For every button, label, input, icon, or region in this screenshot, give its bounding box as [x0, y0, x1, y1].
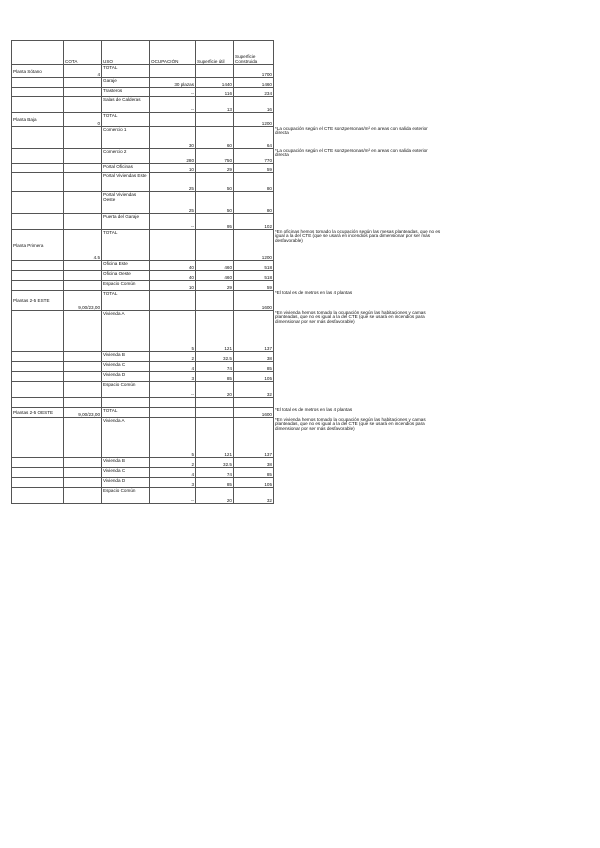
table-cell[interactable]: 5: [150, 418, 196, 458]
table-cell[interactable]: [64, 149, 102, 164]
table-cell[interactable]: [64, 281, 102, 291]
table-cell[interactable]: [64, 192, 102, 214]
table-cell[interactable]: 460: [196, 271, 234, 281]
table-cell[interactable]: 102: [234, 214, 274, 230]
table-cell[interactable]: [12, 418, 64, 458]
table-cell[interactable]: 0: [64, 113, 102, 127]
note-cell[interactable]: [274, 478, 444, 488]
table-cell[interactable]: [12, 468, 64, 478]
table-cell[interactable]: [12, 398, 64, 408]
table-cell[interactable]: [64, 352, 102, 362]
table-cell[interactable]: [12, 271, 64, 281]
table-row: [12, 468, 444, 478]
table-cell[interactable]: 121: [196, 418, 234, 458]
table-cell[interactable]: Vivienda A: [102, 418, 150, 458]
table-cell[interactable]: [64, 488, 102, 504]
table-cell[interactable]: 60: [196, 127, 234, 149]
table-row: [12, 281, 444, 291]
table-cell[interactable]: 518: [234, 271, 274, 281]
table-cell[interactable]: [64, 164, 102, 173]
table-cell[interactable]: 29: [196, 164, 234, 173]
table-cell[interactable]: Vivienda D: [102, 478, 150, 488]
table-cell[interactable]: 105: [234, 478, 274, 488]
table-cell[interactable]: [102, 398, 150, 408]
note-cell[interactable]: [274, 78, 444, 88]
table-cell[interactable]: TOTAL: [102, 65, 150, 78]
table-row: [12, 458, 444, 468]
table-cell[interactable]: 9,00/23,00: [64, 408, 102, 418]
table-cell[interactable]: TOTAL: [102, 230, 150, 261]
table-cell[interactable]: 40: [150, 261, 196, 271]
table-cell[interactable]: 32: [234, 382, 274, 398]
table-cell[interactable]: 234: [234, 88, 274, 97]
table-cell[interactable]: [64, 127, 102, 149]
table-cell[interactable]: [196, 408, 234, 418]
table-cell[interactable]: 50: [196, 173, 234, 192]
table-cell[interactable]: [196, 230, 234, 261]
table-cell[interactable]: TOTAL: [102, 291, 150, 311]
table-cell[interactable]: Trasteros: [102, 88, 150, 97]
table-cell[interactable]: 1460: [234, 78, 274, 88]
table-cell[interactable]: 38: [234, 352, 274, 362]
note-cell[interactable]: *El total es de metros en las 4 plantas: [275, 406, 353, 412]
note-cell[interactable]: [274, 214, 444, 230]
note-cell[interactable]: [274, 488, 444, 504]
table-cell[interactable]: [12, 458, 64, 468]
table-cell[interactable]: [64, 468, 102, 478]
note-cell[interactable]: [274, 271, 444, 281]
table-row: [12, 398, 444, 408]
table-cell[interactable]: Planta Baja: [12, 113, 64, 127]
table-cell[interactable]: [12, 382, 64, 398]
table-row: [12, 311, 444, 352]
table-cell[interactable]: --: [150, 488, 196, 504]
table-row: [12, 478, 444, 488]
note-cell[interactable]: [274, 458, 444, 468]
table-cell[interactable]: 2: [150, 458, 196, 468]
table-cell[interactable]: [150, 408, 196, 418]
table-cell[interactable]: [64, 78, 102, 88]
table-cell[interactable]: 38: [234, 458, 274, 468]
table-cell[interactable]: 74: [196, 468, 234, 478]
table-cell[interactable]: 85: [234, 362, 274, 372]
table-cell[interactable]: [64, 311, 102, 352]
note-cell[interactable]: [274, 372, 444, 382]
note-cell[interactable]: [274, 362, 444, 372]
note-cell[interactable]: *En oficinas hemos tomado la ocupación según las mesas planteadas, que no es igual a la del CTE (que se usará en incendios para dimensionar por ser más desfavorable): [275, 228, 441, 244]
table-cell[interactable]: 4.5: [64, 230, 102, 261]
table-cell[interactable]: 121: [196, 311, 234, 352]
table-cell[interactable]: Salas de Calderas: [102, 97, 150, 113]
table-cell[interactable]: [150, 230, 196, 261]
table-cell[interactable]: [150, 65, 196, 78]
note-cell[interactable]: *En vivienda hemos tomado la ocupación según las habitaciones y camas planteadas, que no es igual a la del CTE (que se usará en incendios para dimensionar por ser más desfavorable): [275, 416, 426, 432]
table-cell[interactable]: [196, 398, 234, 408]
table-cell[interactable]: [12, 127, 64, 149]
table-cell[interactable]: 4: [150, 362, 196, 372]
table-cell[interactable]: [196, 65, 234, 78]
table-cell[interactable]: 30: [150, 127, 196, 149]
table-cell[interactable]: [12, 372, 64, 382]
table-cell[interactable]: 280: [150, 149, 196, 164]
note-cell[interactable]: [274, 113, 444, 127]
table-cell[interactable]: Vivienda C: [102, 362, 150, 372]
table-cell[interactable]: [150, 113, 196, 127]
table-cell[interactable]: 1440: [196, 78, 234, 88]
table-cell[interactable]: 4: [150, 468, 196, 478]
table-cell[interactable]: [234, 398, 274, 408]
table-body: [12, 41, 444, 504]
table-cell[interactable]: --: [150, 88, 196, 97]
table-cell[interactable]: 1600: [234, 408, 274, 418]
table-cell[interactable]: Portal Viviendas Este: [102, 173, 150, 192]
table-cell[interactable]: 137: [234, 311, 274, 352]
table-cell[interactable]: [12, 261, 64, 271]
table-cell[interactable]: 1200: [234, 230, 274, 261]
table-cell[interactable]: [196, 291, 234, 311]
table-cell[interactable]: 20: [196, 382, 234, 398]
table-cell[interactable]: Vivienda A: [102, 311, 150, 352]
table-cell[interactable]: 25: [150, 173, 196, 192]
table-cell[interactable]: 25: [150, 192, 196, 214]
table-cell[interactable]: [12, 352, 64, 362]
table-cell[interactable]: Plantas 2-5 ESTE: [12, 291, 64, 311]
table-cell[interactable]: 460: [196, 261, 234, 271]
table-cell[interactable]: Vivienda B: [102, 352, 150, 362]
table-row: [12, 65, 444, 78]
table-cell[interactable]: 32: [234, 488, 274, 504]
table-cell[interactable]: [150, 398, 196, 408]
table-cell[interactable]: [64, 458, 102, 468]
spreadsheet: [11, 40, 451, 504]
table-cell[interactable]: [12, 311, 64, 352]
note-cell[interactable]: [274, 468, 444, 478]
table-cell[interactable]: 13: [196, 97, 234, 113]
table-cell[interactable]: 137: [234, 418, 274, 458]
table-cell[interactable]: Espacio Común: [102, 488, 150, 504]
note-cell[interactable]: *La ocupación según el CTE son2personas/m² en areas con salida exterior directa: [275, 125, 428, 136]
note-cell[interactable]: [274, 352, 444, 362]
table-cell[interactable]: [12, 214, 64, 230]
table-cell[interactable]: 80: [234, 192, 274, 214]
table-cell[interactable]: Vivienda D: [102, 372, 150, 382]
table-cell[interactable]: Vivienda C: [102, 468, 150, 478]
note-cell[interactable]: *La ocupación según el CTE son2personas/m² en areas con salida exterior directa: [275, 147, 428, 158]
table-cell[interactable]: [12, 192, 64, 214]
table-cell[interactable]: 16: [234, 97, 274, 113]
table-cell[interactable]: Garaje: [102, 78, 150, 88]
note-cell[interactable]: *El total es de metros en las 4 plantas: [275, 289, 353, 295]
table-cell[interactable]: 1200: [234, 113, 274, 127]
note-cell[interactable]: [274, 382, 444, 398]
table-cell[interactable]: [64, 382, 102, 398]
table-row: [12, 382, 444, 398]
table-cell[interactable]: [12, 173, 64, 192]
table-cell[interactable]: OCUPACIÓN: [150, 41, 196, 65]
table-row: [12, 97, 444, 113]
table-cell[interactable]: [64, 418, 102, 458]
table-cell[interactable]: [12, 362, 64, 372]
table-cell[interactable]: USO: [102, 41, 150, 65]
table-cell[interactable]: [12, 41, 64, 65]
table-cell[interactable]: Superficie Construida: [234, 41, 274, 65]
table-cell[interactable]: Planta Primera: [12, 230, 64, 261]
table-cell[interactable]: 2: [150, 352, 196, 362]
table-cell[interactable]: 85: [234, 468, 274, 478]
table-cell[interactable]: 10: [150, 281, 196, 291]
table-cell[interactable]: 3: [150, 478, 196, 488]
table-cell[interactable]: TOTAL: [102, 113, 150, 127]
note-cell[interactable]: [274, 97, 444, 113]
table-cell[interactable]: [64, 362, 102, 372]
table-cell[interactable]: 770: [234, 149, 274, 164]
table-cell[interactable]: [64, 478, 102, 488]
table-cell[interactable]: [64, 271, 102, 281]
table-cell[interactable]: Portal Oficinas: [102, 164, 150, 173]
table-cell[interactable]: [12, 478, 64, 488]
table-row: [12, 164, 444, 173]
note-cell[interactable]: [274, 164, 444, 173]
table-row: [12, 113, 444, 127]
table-cell[interactable]: 20: [196, 488, 234, 504]
table-cell[interactable]: 29: [196, 281, 234, 291]
table-cell[interactable]: [12, 97, 64, 113]
table-cell[interactable]: 64: [234, 127, 274, 149]
table-cell[interactable]: [64, 372, 102, 382]
table-cell[interactable]: 5: [150, 311, 196, 352]
table-row: [12, 230, 444, 261]
table-cell[interactable]: COTA: [64, 41, 102, 65]
table-cell[interactable]: [12, 88, 64, 97]
table-cell[interactable]: Comercio 2: [102, 149, 150, 164]
table-cell[interactable]: Superficie útil: [196, 41, 234, 65]
table-cell[interactable]: 95: [196, 214, 234, 230]
table-cell[interactable]: Oficina Este: [102, 261, 150, 271]
table-row: [12, 192, 444, 214]
note-cell[interactable]: [274, 41, 444, 65]
note-cell[interactable]: *En vivienda hemos tomado la ocupación según las habitaciones y camas planteadas, que no es igual a la del CTE (que se usará en incendios para dimensionar por ser más desfavorable): [275, 309, 426, 325]
header-row: [12, 41, 444, 65]
note-cell[interactable]: [274, 88, 444, 97]
table-cell[interactable]: 30 plazas: [150, 78, 196, 88]
table-cell[interactable]: 80: [234, 173, 274, 192]
table-row: [12, 271, 444, 281]
table-cell[interactable]: [64, 88, 102, 97]
table-cell[interactable]: Portal Viviendas Oeste: [102, 192, 150, 214]
table-cell[interactable]: [64, 261, 102, 271]
table-cell[interactable]: 9,00/23,00: [64, 291, 102, 311]
table-cell[interactable]: 750: [196, 149, 234, 164]
table-row: [12, 488, 444, 504]
note-cell[interactable]: [274, 192, 444, 214]
table-cell[interactable]: Vivienda B: [102, 458, 150, 468]
table-cell[interactable]: 518: [234, 261, 274, 271]
table-cell[interactable]: [196, 113, 234, 127]
note-cell[interactable]: [274, 65, 444, 78]
table-cell[interactable]: Puerta del Garaje: [102, 214, 150, 230]
table-cell[interactable]: Comercio 1: [102, 127, 150, 149]
table-cell[interactable]: 59: [234, 164, 274, 173]
table-row: [12, 372, 444, 382]
table-cell[interactable]: --: [150, 214, 196, 230]
table-cell[interactable]: 105: [234, 372, 274, 382]
table-cell[interactable]: 74: [196, 362, 234, 372]
note-cell[interactable]: [274, 281, 444, 291]
table-cell[interactable]: 1700: [234, 65, 274, 78]
table-cell[interactable]: 50: [196, 192, 234, 214]
table-row: [12, 127, 444, 149]
table-row: [12, 352, 444, 362]
table-cell[interactable]: Espacio Común: [102, 382, 150, 398]
table-cell[interactable]: [150, 291, 196, 311]
table-cell[interactable]: [64, 214, 102, 230]
note-cell[interactable]: [274, 398, 444, 408]
table-row: [12, 261, 444, 271]
table-cell[interactable]: 1600: [234, 291, 274, 311]
table-cell[interactable]: 116: [196, 88, 234, 97]
note-cell[interactable]: [274, 261, 444, 271]
table-cell[interactable]: Planta Sótano: [12, 65, 64, 78]
table-row: [12, 173, 444, 192]
table-cell[interactable]: 40: [150, 271, 196, 281]
table-row: [12, 418, 444, 458]
table-cell[interactable]: 85: [196, 478, 234, 488]
table-cell[interactable]: --: [150, 97, 196, 113]
table-cell[interactable]: [64, 173, 102, 192]
table-row: [12, 408, 444, 418]
table-row: [12, 291, 444, 311]
table-cell[interactable]: [12, 149, 64, 164]
table-row: [12, 149, 444, 164]
table-cell[interactable]: TOTAL: [102, 408, 150, 418]
table-cell[interactable]: 59: [234, 281, 274, 291]
table-row: [12, 362, 444, 372]
table-cell[interactable]: [64, 398, 102, 408]
table-row: [12, 214, 444, 230]
table-cell[interactable]: [12, 281, 64, 291]
table-cell[interactable]: 4: [64, 65, 102, 78]
note-cell[interactable]: [274, 173, 444, 192]
table-cell[interactable]: 85: [196, 372, 234, 382]
table-cell[interactable]: [12, 78, 64, 88]
table-cell[interactable]: 32.5: [196, 458, 234, 468]
table-row: [12, 78, 444, 88]
table-cell[interactable]: Plantas 2-5 OESTE: [12, 408, 64, 418]
table-cell[interactable]: 32.5: [196, 352, 234, 362]
table-cell[interactable]: 10: [150, 164, 196, 173]
table-cell[interactable]: --: [150, 382, 196, 398]
table-cell[interactable]: Oficina Oeste: [102, 271, 150, 281]
table-row: [12, 88, 444, 97]
table-cell[interactable]: [12, 164, 64, 173]
table-cell[interactable]: Espacio Común: [102, 281, 150, 291]
table-cell[interactable]: [64, 97, 102, 113]
table-cell[interactable]: 3: [150, 372, 196, 382]
table-cell[interactable]: [12, 488, 64, 504]
surface-table: [11, 40, 444, 504]
